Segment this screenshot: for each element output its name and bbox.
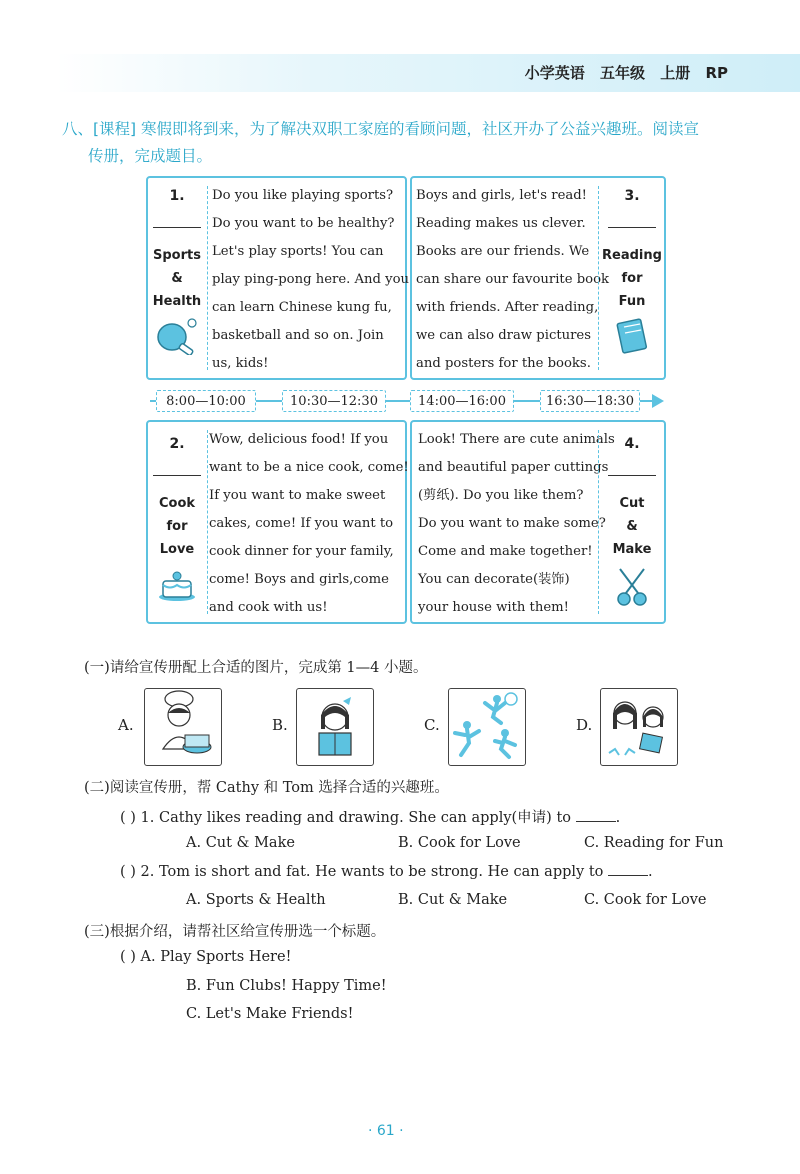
box-number: 3. <box>624 188 640 204</box>
club-name-line: & <box>171 271 183 286</box>
flyer-box-reading <box>410 176 666 380</box>
flyer-box-cook <box>146 420 407 624</box>
answer-blank[interactable] <box>153 226 201 228</box>
text-line: with friends. After reading, <box>416 300 599 315</box>
text-line: Look! There are cute animals <box>418 432 615 447</box>
girl-reading-icon <box>297 689 373 765</box>
arrow-right-icon <box>652 394 664 408</box>
text-line: come! Boys and girls,come <box>209 572 389 587</box>
q3-option-a[interactable]: A. Play Sports Here! <box>140 949 292 965</box>
ping-pong-paddle-icon <box>154 315 200 355</box>
text-line: us, kids! <box>212 356 269 371</box>
text-line: play ping-pong here. And you <box>212 272 410 287</box>
cake-icon <box>155 563 199 603</box>
flyer-tag-2 <box>150 436 204 607</box>
question-title-line1: 八、[课程] 寒假即将到来，为了解决双职工家庭的看顾问题，社区开办了公益兴趣班。阅读宣 <box>62 120 700 138</box>
scissors-icon <box>612 565 652 609</box>
q3-option-b[interactable]: B. Fun Clubs! Happy Time! <box>186 978 387 994</box>
text-line: If you want to make sweet <box>209 488 386 503</box>
text-line: You can decorate(装饰) <box>418 572 570 587</box>
answer-blank[interactable] <box>608 226 656 228</box>
flyer-text-sports <box>212 182 409 378</box>
header-volume: 上册 <box>660 64 691 82</box>
answer-paren[interactable]: ( ) <box>120 810 136 826</box>
text-line: Do you want to make some? <box>418 516 606 531</box>
picture-d[interactable] <box>600 688 678 766</box>
page-number: · 61 · <box>368 1123 404 1139</box>
flyer-box-sports <box>146 176 410 380</box>
time-slot-2: 10:30—12:30 <box>282 390 386 412</box>
fill-blank[interactable] <box>576 821 616 822</box>
header-subject: 小学英语 <box>524 64 585 82</box>
header-grade: 五年级 <box>599 64 645 82</box>
picture-c[interactable] <box>448 688 526 766</box>
answer-blank[interactable] <box>608 474 656 476</box>
text-line: basketball and so on. Join <box>212 328 384 343</box>
question-text: 1. Cathy likes reading and drawing. She can apply(申请) to <box>140 810 572 826</box>
club-name-line: & <box>626 519 638 534</box>
club-name-line: Love <box>159 542 195 557</box>
box-number: 2. <box>169 436 185 452</box>
text-line: and posters for the books. <box>416 356 591 371</box>
flyer-text-cook <box>209 426 409 622</box>
box-divider <box>207 430 208 614</box>
text-line: your house with them! <box>418 600 569 615</box>
part3-title: (三)根据介绍，请帮社区给宣传册选一个标题。 <box>84 924 386 940</box>
text-line: (剪纸). Do you like them? <box>418 488 584 503</box>
flyer-tag-4 <box>602 436 662 613</box>
flyer-box-cut <box>410 420 666 624</box>
club-name-line: Cut <box>619 496 645 511</box>
text-line: Come and make together! <box>418 544 593 559</box>
club-name-line: Make <box>612 542 652 557</box>
club-name-line: for <box>166 519 188 534</box>
answer-blank[interactable] <box>153 474 201 476</box>
box-divider <box>598 186 599 370</box>
text-line: Books are our friends. We <box>416 244 590 259</box>
text-line: can share our favourite book <box>416 272 610 287</box>
box-divider <box>598 430 599 614</box>
question-1 <box>120 806 620 827</box>
flyer-tag-3 <box>602 188 662 361</box>
time-slot-3: 14:00—16:00 <box>410 390 514 412</box>
club-name-line: Cook <box>158 496 196 511</box>
question-title-line2: 传册，完成题目。 <box>88 147 213 165</box>
club-name-line: Sports <box>153 248 201 263</box>
flyer-tag-1 <box>150 188 204 359</box>
answer-paren[interactable]: ( ) <box>120 864 136 880</box>
option-label-b: B. <box>272 716 288 734</box>
question-end: . <box>615 810 621 826</box>
box-number: 1. <box>169 188 185 204</box>
text-line: Do you want to be healthy? <box>212 216 395 231</box>
question-3 <box>120 949 291 965</box>
question-end: . <box>648 864 653 880</box>
part1-title: (一)请给宣传册配上合适的图片，完成第 1—4 小题。 <box>84 660 428 676</box>
girl-cooking-icon <box>145 689 221 765</box>
flyer-text-reading <box>416 182 609 378</box>
text-line: Boys and girls, let's read! <box>416 188 587 203</box>
picture-a[interactable] <box>144 688 222 766</box>
flyer-text-cut <box>418 426 615 622</box>
q1-option-c[interactable]: C. Reading for Fun <box>584 835 724 851</box>
text-line: Let's play sports! You can <box>212 244 384 259</box>
question-text: 2. Tom is short and fat. He wants to be strong. He can apply to <box>140 864 604 880</box>
header-title <box>525 62 728 83</box>
part2-title: (二)阅读宣传册，帮 Cathy 和 Tom 选择合适的兴趣班。 <box>84 780 449 796</box>
club-name-line: Reading <box>602 248 662 263</box>
sports-silhouettes-icon <box>449 689 525 765</box>
q2-option-b[interactable]: B. Cut & Make <box>398 892 508 908</box>
club-name-line: Health <box>152 294 202 309</box>
text-line: and beautiful paper cuttings <box>418 460 609 475</box>
q1-option-a[interactable]: A. Cut & Make <box>186 835 295 851</box>
picture-b[interactable] <box>296 688 374 766</box>
time-slot-1: 8:00—10:00 <box>156 390 256 412</box>
q2-option-a[interactable]: A. Sports & Health <box>186 892 326 908</box>
box-number: 4. <box>624 436 640 452</box>
box-divider <box>207 186 208 370</box>
time-slot-4: 16:30—18:30 <box>540 390 640 412</box>
answer-paren[interactable]: ( ) <box>120 949 136 965</box>
text-line: and cook with us! <box>209 600 328 615</box>
option-label-a: A. <box>118 716 134 734</box>
option-label-d: D. <box>576 716 593 734</box>
text-line: can learn Chinese kung fu, <box>212 300 392 315</box>
text-line: Do you like playing sports? <box>212 188 394 203</box>
fill-blank[interactable] <box>608 875 648 876</box>
text-line: Reading makes us clever. <box>416 216 586 231</box>
text-line: want to be a nice cook, come! <box>209 460 409 475</box>
text-line: we can also draw pictures <box>416 328 591 343</box>
children-paper-cutting-icon <box>601 689 677 765</box>
text-line: cook dinner for your family, <box>209 544 394 559</box>
text-line: cakes, come! If you want to <box>209 516 394 531</box>
question-2 <box>120 864 653 880</box>
text-line: Wow, delicious food! If you <box>209 432 389 447</box>
option-label-c: C. <box>424 716 440 734</box>
book-icon <box>612 317 652 357</box>
club-name-line: Fun <box>618 294 646 309</box>
q2-option-c[interactable]: C. Cook for Love <box>584 892 707 908</box>
q3-option-c[interactable]: C. Let's Make Friends! <box>186 1006 354 1022</box>
club-name-line: for <box>621 271 643 286</box>
q1-option-b[interactable]: B. Cook for Love <box>398 835 521 851</box>
header-edition: RP <box>705 64 728 82</box>
